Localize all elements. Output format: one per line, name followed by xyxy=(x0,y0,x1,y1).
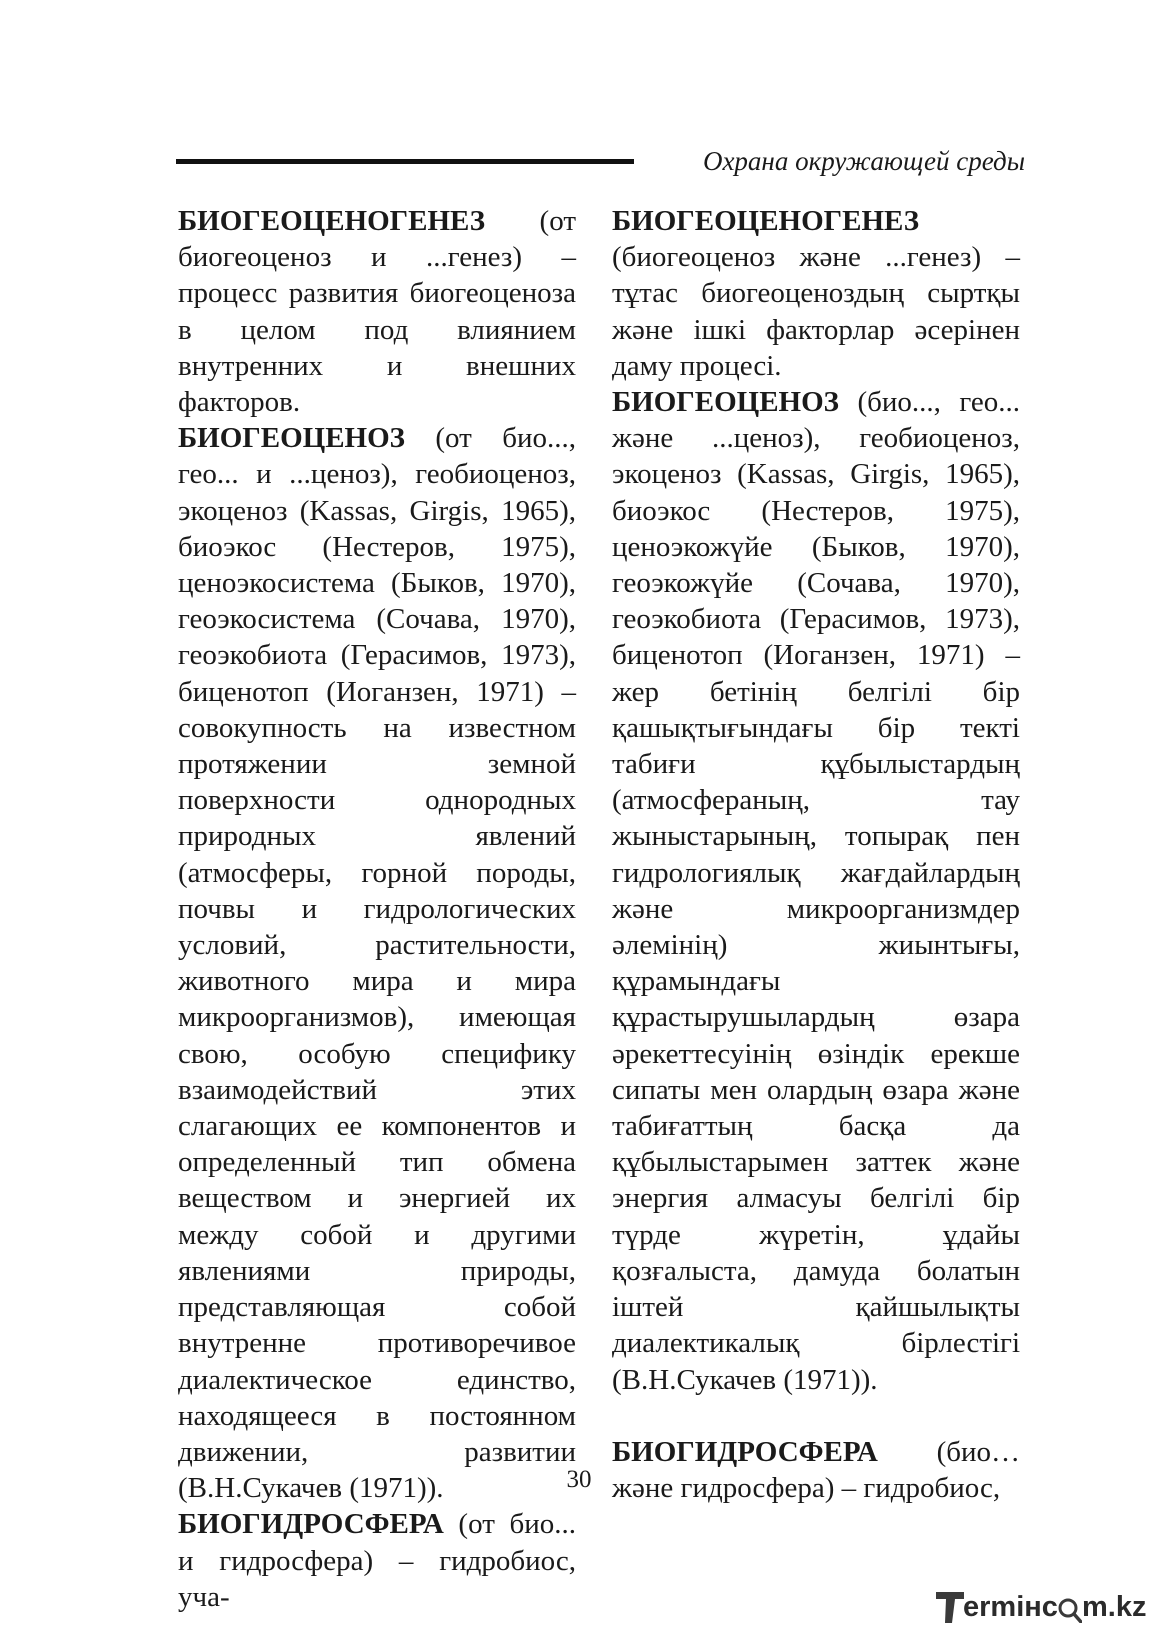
entry-term: БИОГИДРОСФЕРА xyxy=(612,1435,878,1468)
entry-term: БИОГЕОЦЕНОГЕНЕЗ xyxy=(178,205,486,237)
logo-t-letter-icon xyxy=(936,1587,966,1627)
entry-biogeocenoz-ru xyxy=(178,420,576,1506)
entry-term: БИОГЕОЦЕНОГЕНЕЗ xyxy=(612,205,920,237)
left-column-russian xyxy=(178,203,576,1615)
magnifier-icon xyxy=(1058,1597,1082,1623)
termincom-watermark-logo xyxy=(936,1587,1146,1627)
entry-term: БИОГЕОЦЕНОЗ xyxy=(178,422,405,455)
logo-text-start: ermінc xyxy=(963,1591,1058,1623)
logo-text-end: m.kz xyxy=(1082,1591,1147,1623)
entry-definition: (от био... и гидросфера) – гидробиос, уча- xyxy=(178,1508,576,1613)
entry-term: БИОГЕОЦЕНОЗ xyxy=(612,386,839,419)
entry-biogidrosfera-ru xyxy=(178,1506,576,1615)
page-number: 30 xyxy=(566,1466,592,1493)
entry-definition: (от биогеоценоз и ...генез) – процесс развития биогеоценоза в целом под влиянием внутренних и внешних факторов. xyxy=(178,205,576,419)
header-rule xyxy=(176,159,634,164)
entry-definition: (био… және гидросфера) – гидробиос, xyxy=(612,1435,1020,1504)
paragraph-gap xyxy=(612,1398,1020,1434)
entry-biogeocenogenez-kz xyxy=(612,203,1020,384)
right-column-kazakh xyxy=(612,203,1020,1506)
entry-definition: (биогеоценоз және ...генез) – тұтас биогеоценоздың сыртқы және ішкі факторлар әсерінен даму процесі. xyxy=(612,241,1020,382)
entry-term: БИОГИДРОСФЕРА xyxy=(178,1508,444,1541)
running-head: Охрана окружающей среды xyxy=(702,146,1025,176)
entry-definition: (био..., гео... және ...ценоз), геобиоценоз, экоценоз (Kassas, Girgis, 1965), биоэкос (Нестеров, 1975), ценоэкожүйе (Быков, 1970), геоэкожүйе (Сочава, 1970), геоэкобиота (Герасимов, 1973), биценотоп (Иоганзен, 1971) – жер бетінің белгілі бір қашықтығындағы бір текті табиғи құбылыстардың (атмосфераның, тау жыныстарының, топырақ пен гидрологиялық жағдайлардың және микроорганизмдер әлемінің) жиынтығы, құрамындағы құрастырушылардың өзара әрекеттесуінің өзіндік ерекше сипаты мен олардың өзара және табиғаттың басқа да құбылыстарымен заттек және энергия алмасуы белгілі бір түрде жүретін, ұдайы қозғалыста, дамуда болатын іштей қайшылықты диалектикалық бірлестігі (В.Н.Сукачев (1971)). xyxy=(612,386,1020,1396)
entry-biogeocenoz-kz xyxy=(612,384,1020,1398)
entry-biogeocenogenez-ru xyxy=(178,203,576,420)
entry-definition: (от био..., гео... и ...ценоз), геобиоценоз, экоценоз (Kassas, Girgis, 1965), биоэкос (Нестеров, 1975), ценоэкосистема (Быков, 1970), геоэкосистема (Сочава, 1970), геоэкобиота (Герасимов, 1973), биценотоп (Иоганзен, 1971) – совокупность на известном протяжении земной поверхности однородных природных явлений (атмосферы, горной породы, почвы и гидрологических условий, растительности, животного мира и мира микроорганизмов), имеющая свою, особую специфику взаимодействий этих слагающих ее компонентов и определенный тип обмена веществом и энергией их между собой и другими явлениями природы, представляющая собой внутренне противоречивое диалектическое единство, находящееся в постоянном движении, развитии (В.Н.Сукачев (1971)). xyxy=(178,422,576,1505)
